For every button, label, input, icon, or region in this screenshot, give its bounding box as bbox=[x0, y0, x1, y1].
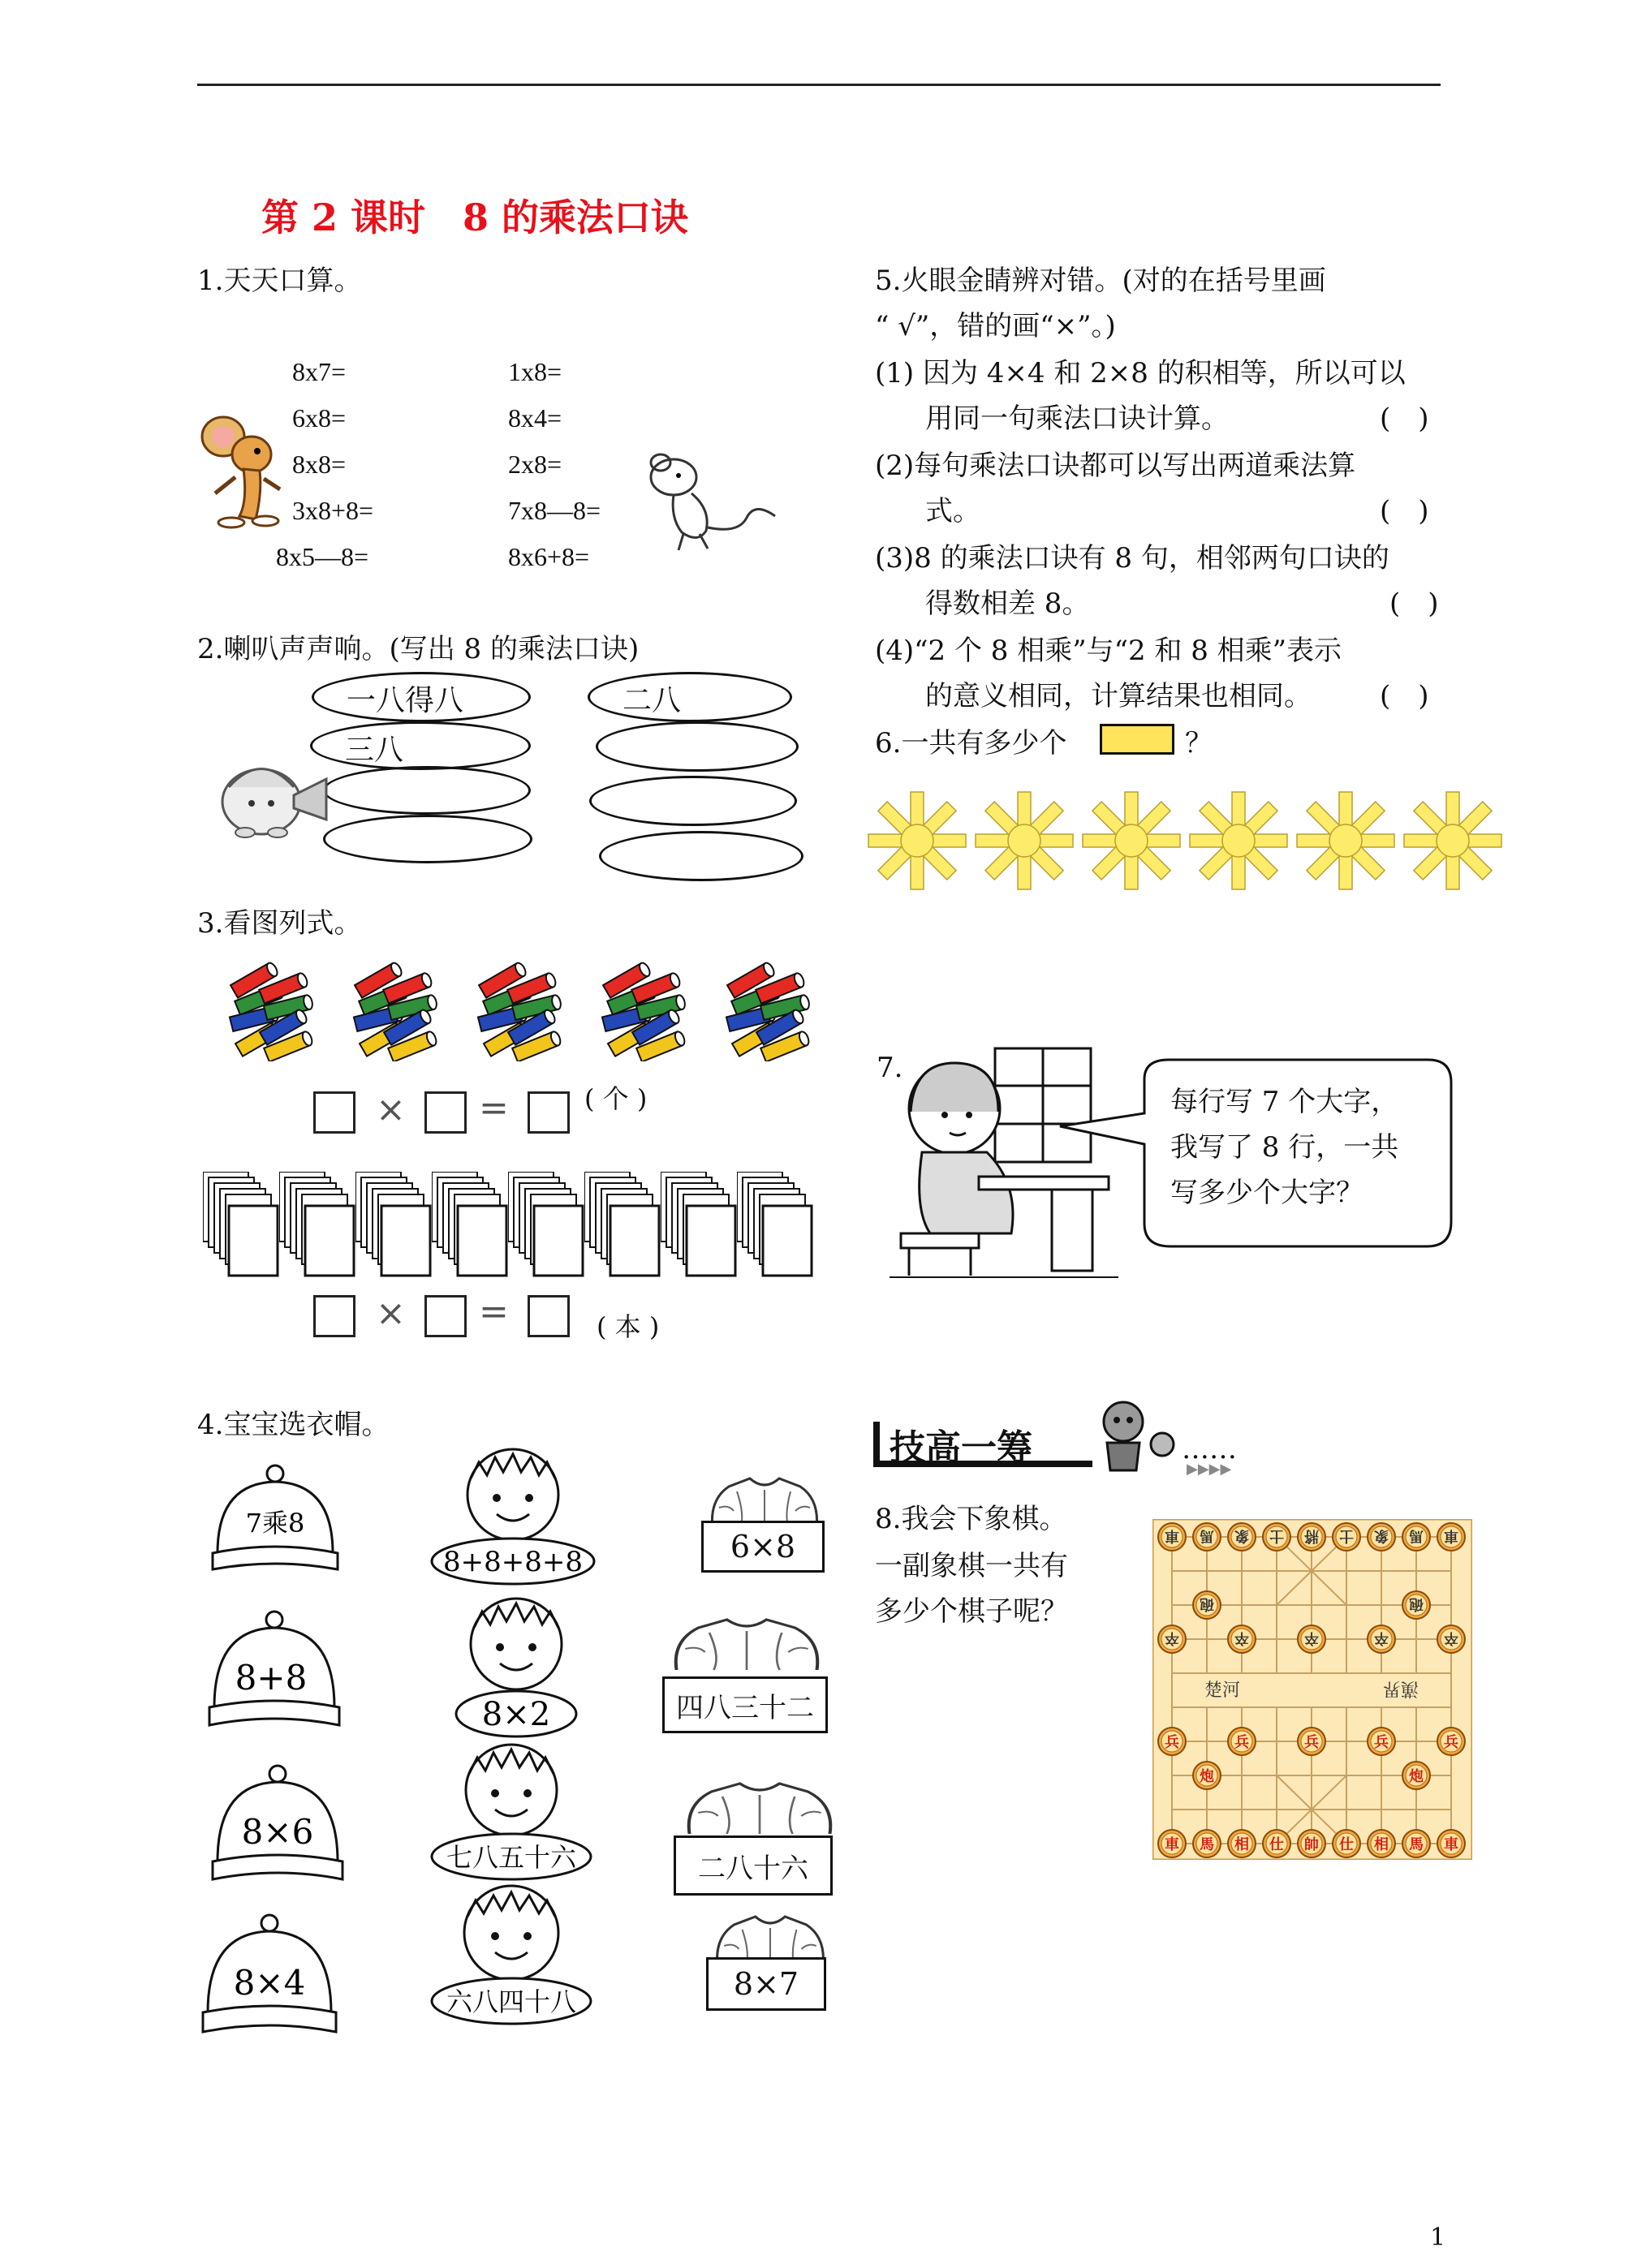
chess-piece bbox=[1402, 1591, 1430, 1619]
rhyme-oval[interactable] bbox=[596, 721, 799, 772]
answer-box[interactable] bbox=[424, 1295, 467, 1337]
chess-piece bbox=[1263, 1830, 1290, 1857]
chess-piece bbox=[1228, 1523, 1256, 1551]
bubble-text: 我写了 8 行，一共 bbox=[1170, 1131, 1399, 1164]
chess-piece bbox=[1193, 1830, 1221, 1857]
answer-box[interactable] bbox=[313, 1091, 355, 1134]
book-stack-icon bbox=[508, 1172, 586, 1279]
chess-piece bbox=[1228, 1625, 1256, 1653]
q1-item: 2x8= bbox=[508, 450, 562, 479]
svg-text:砲: 砲 bbox=[1200, 1595, 1214, 1612]
times-sign: × bbox=[376, 1293, 406, 1334]
hat-label: 8×4 bbox=[233, 1963, 306, 2003]
q8-line: 多少个棋子呢？ bbox=[875, 1595, 1068, 1628]
sun-icon bbox=[972, 789, 1076, 893]
clothes-label[interactable]: 二八十六 bbox=[674, 1835, 833, 1896]
hat[interactable] bbox=[206, 1608, 342, 1732]
pencil-bundle-icon bbox=[724, 958, 810, 1061]
chess-piece bbox=[1333, 1830, 1360, 1857]
answer-blank[interactable]: ( ) bbox=[1380, 402, 1429, 435]
q5-item-line: (3)8 的乘法口诀有 8 句，相邻两句口诀的 bbox=[875, 542, 1389, 575]
q3-heading: 3.看图列式。 bbox=[197, 907, 362, 940]
svg-text:馬: 馬 bbox=[1409, 1836, 1424, 1853]
answer-box[interactable] bbox=[528, 1091, 570, 1134]
chess-piece bbox=[1298, 1728, 1325, 1755]
hat[interactable] bbox=[200, 1912, 339, 2038]
book-stack-icon bbox=[661, 1172, 739, 1279]
q5-heading: 5.火眼金睛辨对错。(对的在括号里画 bbox=[875, 265, 1326, 297]
svg-text:卒: 卒 bbox=[1165, 1629, 1179, 1646]
chess-piece bbox=[1368, 1523, 1395, 1551]
svg-text:仕: 仕 bbox=[1339, 1836, 1354, 1853]
chess-piece bbox=[1437, 1728, 1465, 1755]
book-stack-icon bbox=[355, 1172, 433, 1279]
svg-text:兵: 兵 bbox=[1234, 1734, 1249, 1751]
svg-text:卒: 卒 bbox=[1234, 1629, 1249, 1646]
q8-line: 一副象棋一共有 bbox=[875, 1550, 1068, 1582]
clothes-label[interactable]: 8×7 bbox=[706, 1957, 826, 2011]
rhyme-text: 三八 bbox=[345, 734, 404, 767]
cartoon-mouse-brown-icon bbox=[199, 412, 292, 530]
book-stack-icon bbox=[584, 1172, 662, 1279]
rhyme-text: 二八 bbox=[622, 684, 682, 717]
chess-piece bbox=[1437, 1523, 1465, 1551]
page-title: 第 2 课时 8 的乘法口诀 bbox=[261, 196, 689, 239]
chess-piece bbox=[1228, 1830, 1256, 1857]
book-stack-icon bbox=[432, 1172, 510, 1279]
times-sign: × bbox=[376, 1089, 406, 1130]
q5-item-line: 用同一句乘法口诀计算。 bbox=[925, 402, 1229, 435]
svg-text:兵: 兵 bbox=[1165, 1734, 1179, 1751]
svg-text:仕: 仕 bbox=[1269, 1836, 1284, 1853]
q1-heading: 1.天天口算。 bbox=[197, 265, 362, 297]
chess-piece bbox=[1298, 1830, 1325, 1857]
pencil-bundle-icon bbox=[351, 958, 437, 1061]
q1-item: 8x8= bbox=[292, 450, 347, 479]
svg-text:帥: 帥 bbox=[1304, 1836, 1319, 1853]
child-face[interactable] bbox=[427, 1741, 597, 1881]
q1-item: 8x7= bbox=[292, 357, 347, 386]
svg-text:炮: 炮 bbox=[1409, 1768, 1424, 1785]
chess-piece bbox=[1193, 1591, 1221, 1619]
child-face[interactable] bbox=[443, 1595, 589, 1738]
book-stack-icon bbox=[737, 1172, 815, 1279]
cartoon-megaphone-icon bbox=[213, 755, 334, 842]
pencil-bundle-icon bbox=[600, 958, 686, 1061]
svg-text:馬: 馬 bbox=[1200, 1527, 1214, 1544]
chess-piece bbox=[1158, 1728, 1186, 1755]
bubble-text: 写多少个大字？ bbox=[1170, 1177, 1363, 1209]
hat-label: 7乘8 bbox=[245, 1508, 305, 1539]
header-rule bbox=[197, 84, 1441, 86]
chess-piece bbox=[1368, 1728, 1395, 1755]
q7-heading: 7. bbox=[877, 1052, 903, 1084]
chess-piece bbox=[1158, 1830, 1186, 1857]
q5-heading: “ √”，错的画“×”。) bbox=[875, 310, 1116, 342]
chess-piece bbox=[1298, 1625, 1325, 1653]
chess-piece bbox=[1158, 1523, 1186, 1551]
sun-icon bbox=[1187, 789, 1290, 893]
answer-blank[interactable]: ( ) bbox=[1389, 587, 1439, 620]
q6-question-mark: ？ bbox=[1185, 727, 1213, 760]
answer-box[interactable] bbox=[424, 1091, 467, 1134]
svg-text:卒: 卒 bbox=[1444, 1629, 1458, 1646]
svg-text:象: 象 bbox=[1374, 1527, 1389, 1544]
book-stack-icon bbox=[203, 1172, 281, 1279]
river-text-left: 楚河 bbox=[1204, 1681, 1241, 1701]
answer-box[interactable] bbox=[313, 1295, 355, 1337]
answer-blank-rect[interactable] bbox=[1100, 724, 1174, 755]
svg-text:士: 士 bbox=[1339, 1527, 1354, 1544]
svg-text:相: 相 bbox=[1374, 1836, 1389, 1853]
rhyme-text: 一八得八 bbox=[347, 684, 464, 717]
q8-line: 8.我会下象棋。 bbox=[875, 1503, 1067, 1535]
child-face[interactable] bbox=[427, 1883, 597, 2027]
svg-text:相: 相 bbox=[1234, 1836, 1249, 1853]
sun-icon bbox=[865, 789, 969, 893]
q5-item-line: (2)每句乘法口诀都可以写出两道乘法算 bbox=[875, 450, 1356, 482]
chess-piece bbox=[1298, 1523, 1325, 1551]
equals-sign: = bbox=[479, 1087, 509, 1129]
face-label: 8+8+8+8 bbox=[443, 1546, 583, 1578]
clothes-label[interactable]: 四八三十二 bbox=[662, 1676, 828, 1733]
face-label: 8×2 bbox=[481, 1696, 551, 1733]
svg-text:象: 象 bbox=[1234, 1527, 1249, 1544]
chess-piece bbox=[1228, 1728, 1256, 1755]
answer-box[interactable] bbox=[528, 1295, 570, 1337]
q1-item: 3x8+8= bbox=[292, 496, 374, 525]
chess-piece bbox=[1193, 1523, 1221, 1551]
hat-label: 8×6 bbox=[241, 1812, 314, 1852]
chess-piece bbox=[1368, 1625, 1395, 1653]
hat[interactable] bbox=[209, 1762, 346, 1886]
face-label: 七八五十六 bbox=[446, 1842, 577, 1873]
banner-title: 技高一筹 bbox=[890, 1427, 1032, 1469]
svg-text:士: 士 bbox=[1269, 1527, 1284, 1544]
rhyme-oval[interactable] bbox=[599, 831, 803, 881]
q6-heading: 6.一共有多少个 bbox=[875, 727, 1067, 760]
svg-text:砲: 砲 bbox=[1409, 1595, 1424, 1612]
svg-text:車: 車 bbox=[1165, 1527, 1179, 1544]
tiger-mascot-icon bbox=[1091, 1397, 1180, 1475]
answer-blank[interactable]: ( ) bbox=[1380, 495, 1429, 527]
answer-blank[interactable]: ( ) bbox=[1380, 680, 1429, 712]
q1-item: 8x6+8= bbox=[508, 542, 590, 571]
rhyme-oval[interactable] bbox=[310, 721, 531, 770]
book-stack-icon bbox=[279, 1172, 357, 1279]
cartoon-mouse-sketch-icon bbox=[641, 453, 779, 558]
q5-item-line: 得数相差 8。 bbox=[925, 587, 1090, 620]
svg-text:馬: 馬 bbox=[1200, 1836, 1214, 1853]
q5-item-line: (4)“2 个 8 相乘”与“2 和 8 相乘”表示 bbox=[875, 635, 1342, 667]
shirt-icon bbox=[666, 1616, 828, 1675]
chess-piece bbox=[1437, 1625, 1465, 1653]
svg-text:車: 車 bbox=[1444, 1836, 1458, 1853]
chinese-chess-board bbox=[1152, 1519, 1472, 1860]
pencil-bundle-icon bbox=[227, 958, 313, 1061]
q1-item: 1x8= bbox=[508, 357, 562, 386]
svg-text:馬: 馬 bbox=[1409, 1527, 1424, 1544]
page-number: 1 bbox=[1430, 2223, 1446, 2252]
q4-heading: 4.宝宝选衣帽。 bbox=[197, 1409, 390, 1441]
chess-piece bbox=[1263, 1523, 1290, 1551]
chess-piece bbox=[1158, 1625, 1186, 1653]
bubble-text: 每行写 7 个大字， bbox=[1170, 1086, 1399, 1118]
rhyme-oval[interactable] bbox=[312, 672, 531, 722]
svg-text:兵: 兵 bbox=[1444, 1734, 1458, 1751]
svg-text:卒: 卒 bbox=[1374, 1629, 1389, 1646]
clothes-label[interactable]: 6×8 bbox=[701, 1521, 825, 1573]
rhyme-oval[interactable] bbox=[589, 776, 797, 826]
q5-item-line: 式。 bbox=[925, 495, 980, 527]
chess-piece bbox=[1193, 1762, 1221, 1789]
q5-item-line: 的意义相同，计算结果也相同。 bbox=[925, 680, 1312, 712]
q1-item: 7x8—8= bbox=[508, 496, 601, 525]
svg-text:車: 車 bbox=[1165, 1836, 1179, 1853]
q1-item: 8x4= bbox=[508, 403, 562, 433]
svg-text:兵: 兵 bbox=[1374, 1734, 1389, 1751]
hat[interactable] bbox=[209, 1462, 341, 1576]
hat-label: 8+8 bbox=[235, 1658, 308, 1698]
child-face[interactable] bbox=[429, 1446, 599, 1588]
chess-piece bbox=[1402, 1830, 1430, 1857]
rhyme-oval[interactable] bbox=[323, 766, 531, 815]
rhyme-oval[interactable] bbox=[323, 815, 532, 863]
svg-text:車: 車 bbox=[1444, 1527, 1458, 1544]
rhyme-oval[interactable] bbox=[588, 672, 792, 722]
sun-icon bbox=[1294, 789, 1398, 893]
chess-piece bbox=[1402, 1762, 1430, 1789]
q2-heading: 2.喇叭声声响。(写出 8 的乘法口诀) bbox=[197, 633, 640, 665]
svg-text:將: 將 bbox=[1304, 1527, 1319, 1544]
river-text-right: 漢界 bbox=[1382, 1678, 1419, 1698]
chess-piece bbox=[1368, 1830, 1395, 1857]
shirt-icon bbox=[678, 1780, 841, 1839]
sun-icon bbox=[1401, 789, 1505, 893]
unit-label: ( 个 ) bbox=[584, 1083, 648, 1114]
banner-dots: …… bbox=[1182, 1433, 1237, 1465]
svg-text:卒: 卒 bbox=[1304, 1629, 1319, 1646]
pencil-bundle-icon bbox=[476, 958, 562, 1061]
svg-text:兵: 兵 bbox=[1304, 1734, 1319, 1751]
banner-arrows: ▶▶▶▶ bbox=[1187, 1461, 1232, 1478]
q1-item: 8x5—8= bbox=[276, 542, 369, 571]
chess-piece bbox=[1333, 1523, 1360, 1551]
sun-icon bbox=[1079, 789, 1183, 893]
unit-label: ( 本 ) bbox=[597, 1311, 660, 1342]
svg-text:炮: 炮 bbox=[1200, 1768, 1214, 1785]
chess-piece bbox=[1402, 1523, 1430, 1551]
equals-sign: = bbox=[479, 1291, 509, 1332]
chess-piece bbox=[1437, 1830, 1465, 1857]
q5-item-line: (1) 因为 4×4 和 2×8 的积相等，所以可以 bbox=[875, 357, 1406, 389]
q1-item: 6x8= bbox=[292, 403, 347, 433]
face-label: 六八四十八 bbox=[446, 1986, 577, 2017]
